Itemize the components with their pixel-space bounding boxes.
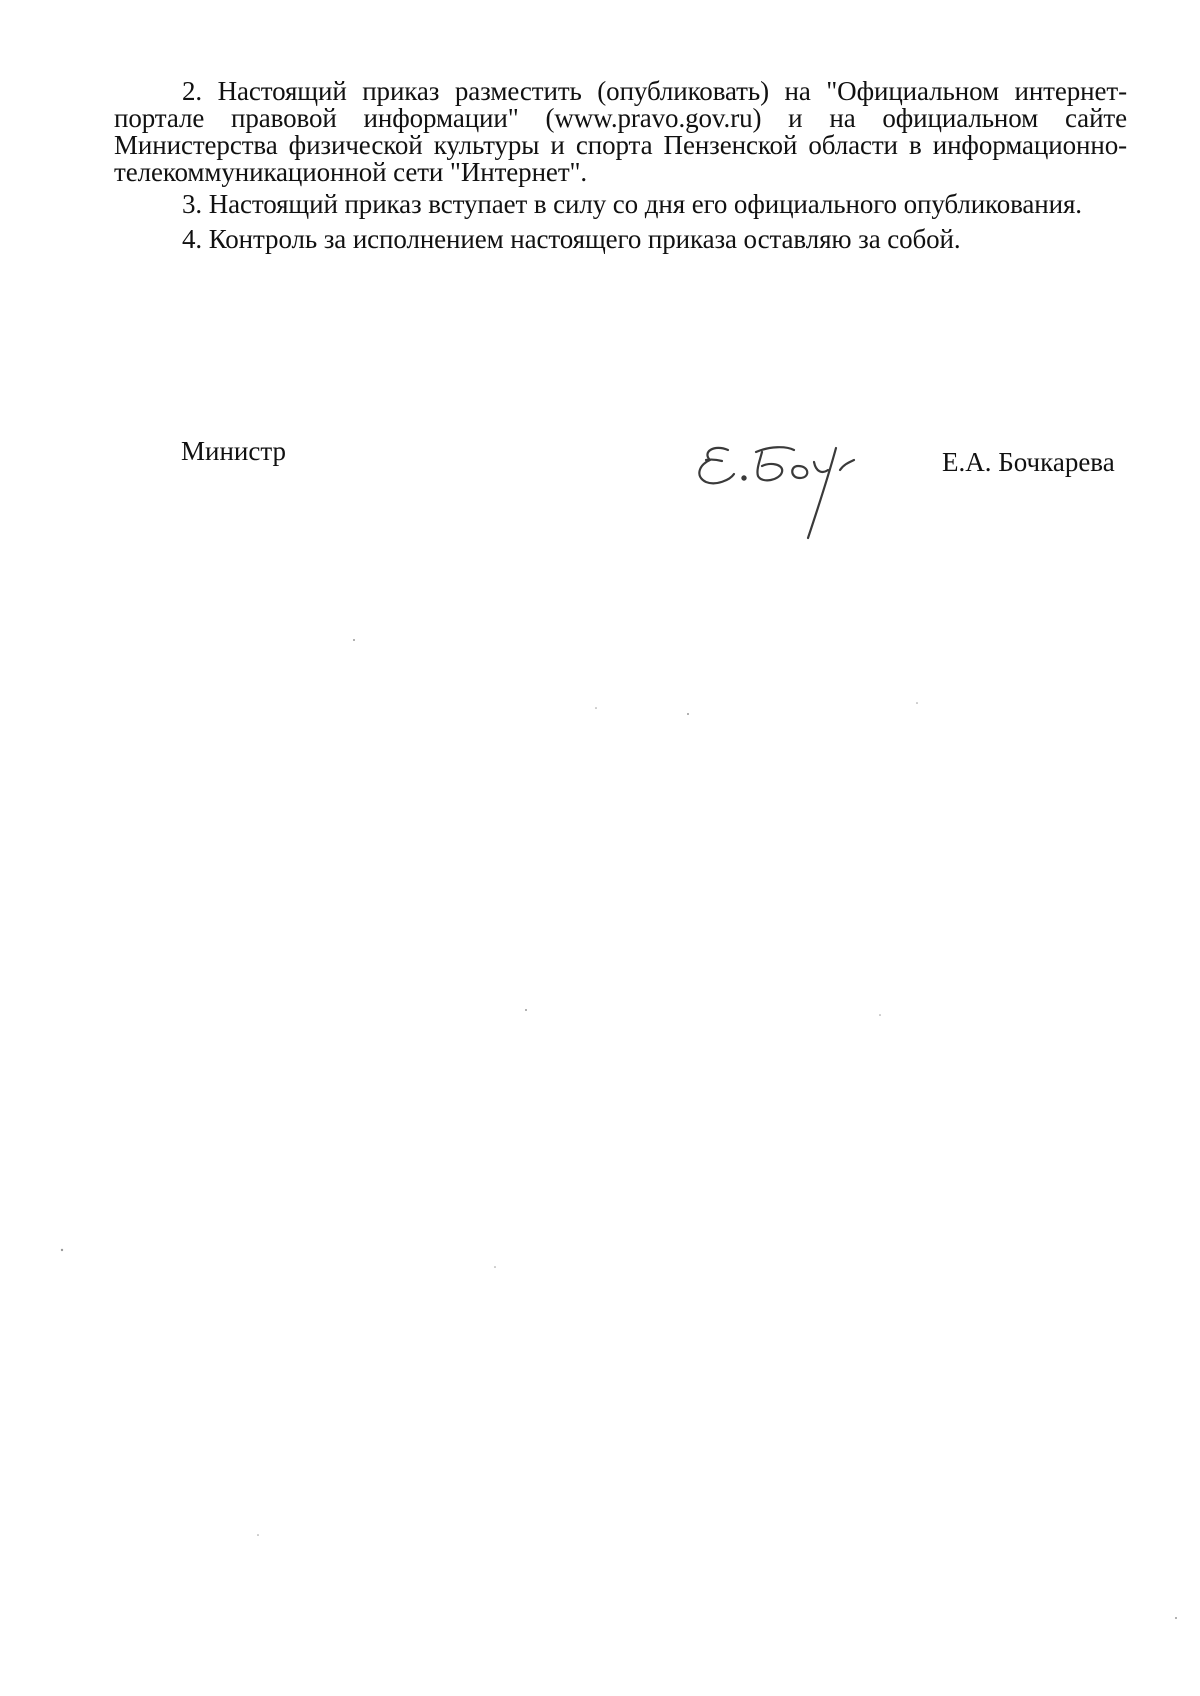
paragraph-2: 2. Настоящий приказ разместить (опубликовать) на "Официальном интернет-портале правовой информации" (www.pravo.gov.ru) и на официальном сайте Министерства физической культуры и спорта Пензенской области в информационно-телекоммуникационной сети "Интернет". bbox=[114, 76, 1127, 187]
paragraph-3: 3. Настоящий приказ вступает в силу со дня его официального опубликования. bbox=[182, 189, 1082, 219]
signature-block bbox=[0, 0, 1200, 600]
handwritten-signature bbox=[690, 430, 890, 550]
signatory-name: Е.А. Бочкарева bbox=[942, 447, 1115, 477]
paragraph-4: 4. Контроль за исполнением настоящего приказа оставляю за собой. bbox=[182, 224, 961, 254]
signatory-role: Министр bbox=[181, 436, 286, 466]
